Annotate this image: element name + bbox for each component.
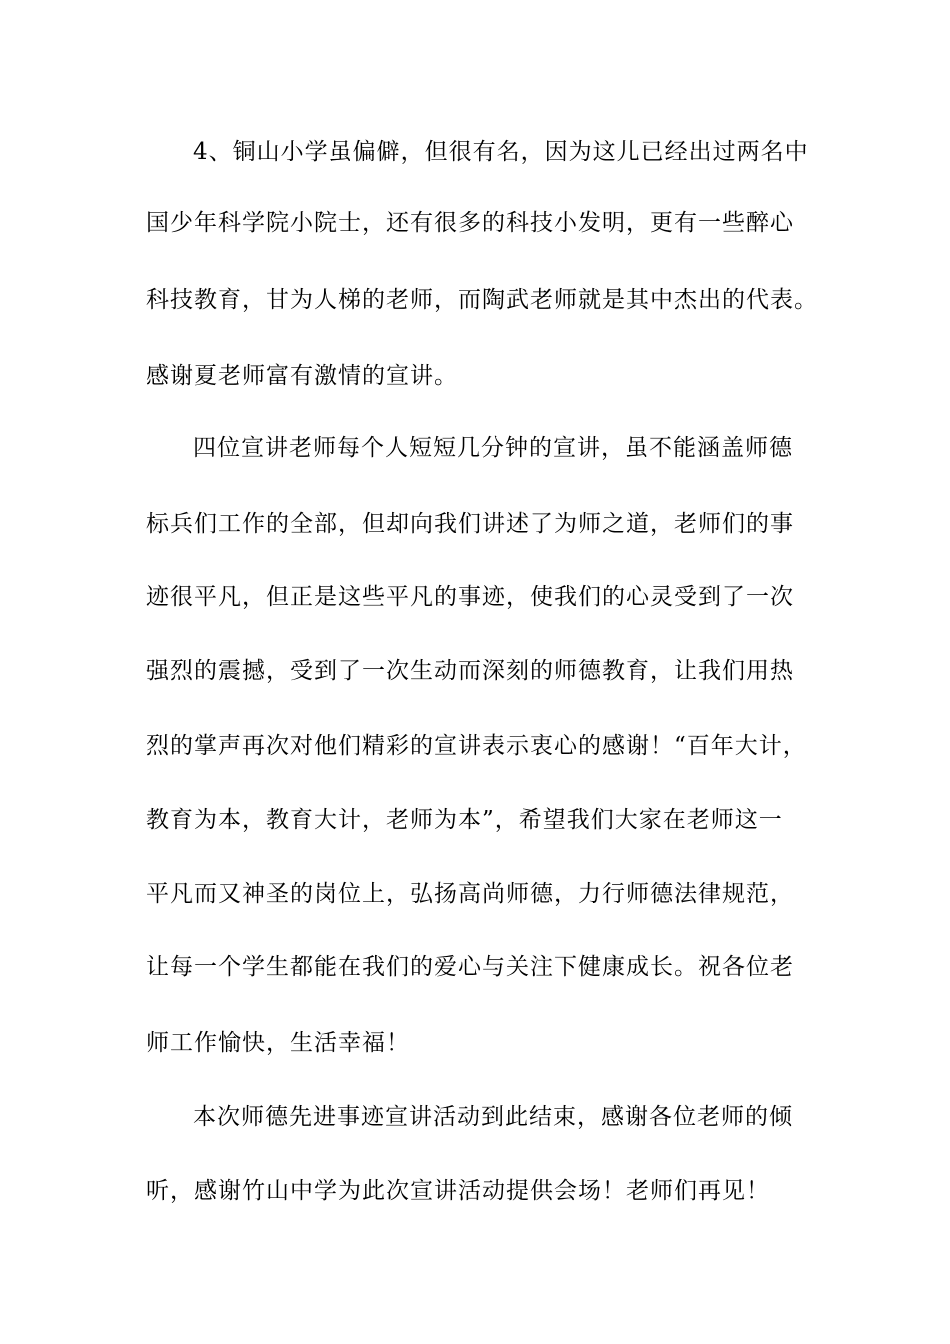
paragraph-2-line-7: 平凡而又神圣的岗位上，弘扬高尚师德，力行师德法律规范， (146, 881, 794, 907)
paragraph-2-line-9: 师工作愉快，生活幸福！ (146, 1030, 410, 1056)
paragraph-2-line-1: 四位宣讲老师每个人短短几分钟的宣讲，虽不能涵盖师德 (193, 435, 793, 461)
paragraph-1-line-1: 4、铜山小学虽偏僻，但很有名，因为这儿已经出过两名中 (193, 139, 809, 165)
paragraph-2-line-2: 标兵们工作的全部，但却向我们讲述了为师之道，老师们的事 (146, 511, 794, 537)
paragraph-2-line-4: 强烈的震撼，受到了一次生动而深刻的师德教育，让我们用热 (146, 658, 794, 684)
paragraph-2-line-6: 教育为本，教育大计，老师为本”，希望我们大家在老师这一 (146, 807, 783, 833)
paragraph-1-line-3: 科技教育，甘为人梯的老师，而陶武老师就是其中杰出的代表。 (146, 287, 818, 313)
paragraph-2-line-8: 让每一个学生都能在我们的爱心与关注下健康成长。祝各位老 (146, 954, 794, 980)
paragraph-1-line-2: 国少年科学院小院士，还有很多的科技小发明，更有一些醉心 (146, 210, 794, 236)
paragraph-3-line-2: 听，感谢竹山中学为此次宣讲活动提供会场！老师们再见！ (146, 1178, 770, 1204)
paragraph-1-line-4: 感谢夏老师富有激情的宣讲。 (146, 363, 458, 389)
paragraph-3-line-1: 本次师德先进事迹宣讲活动到此结束，感谢各位老师的倾 (193, 1104, 793, 1130)
paragraph-2-line-3: 迹很平凡，但正是这些平凡的事迹，使我们的心灵受到了一次 (146, 584, 794, 610)
paragraph-2-line-5: 烈的掌声再次对他们精彩的宣讲表示衷心的感谢！“百年大计， (146, 733, 807, 759)
